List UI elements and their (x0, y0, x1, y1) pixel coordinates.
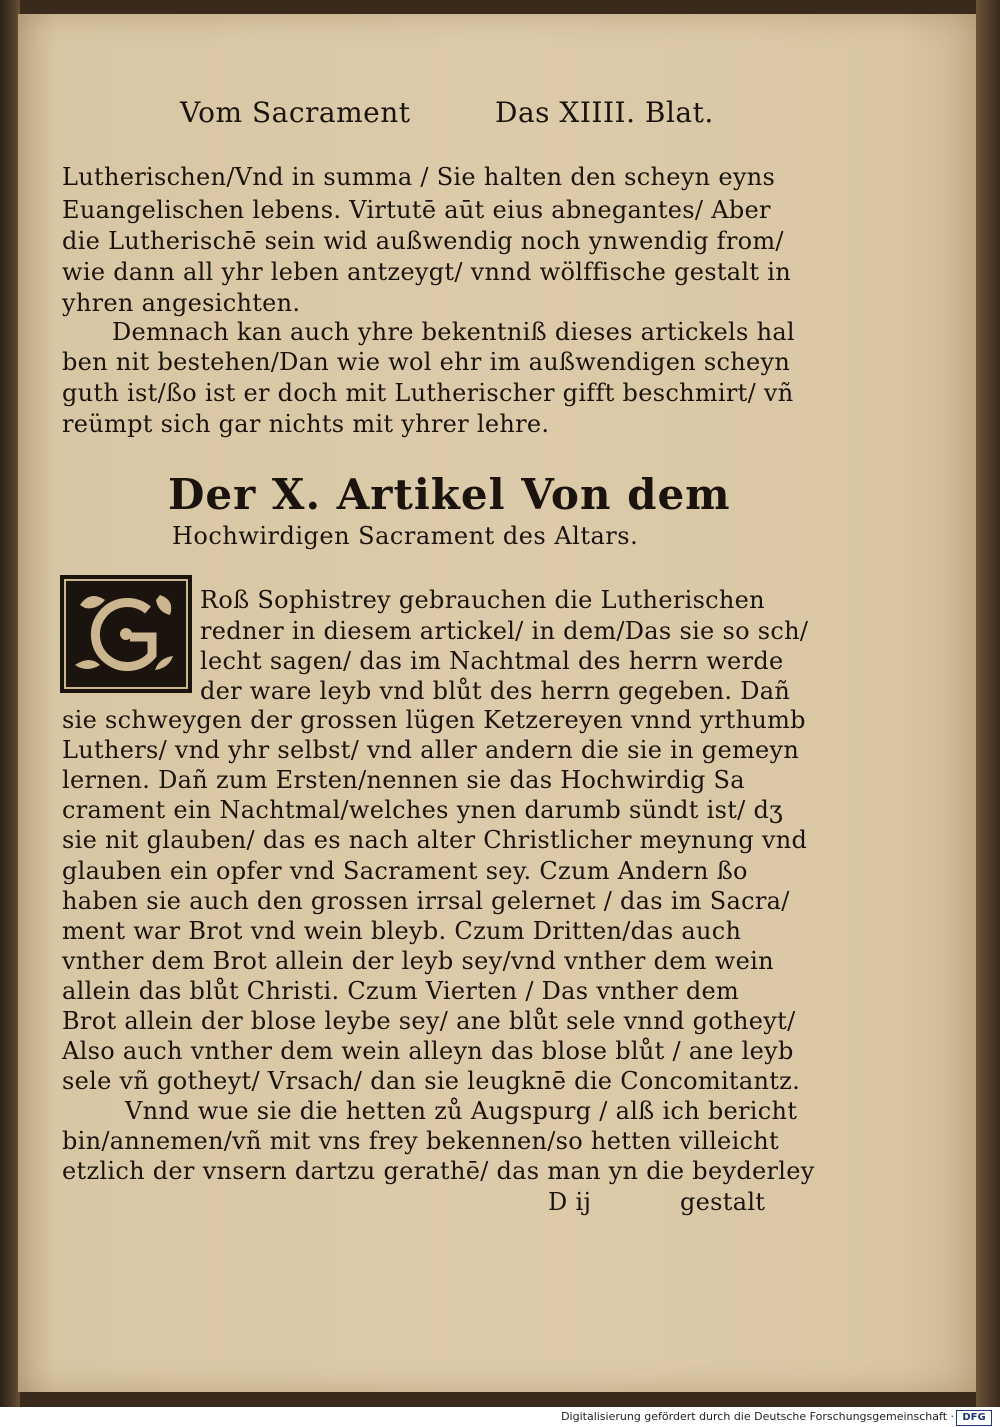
book-spine (0, 0, 20, 1407)
text-line: haben sie auch den grossen irrsal gelernet / das im Sacra/ (62, 887, 790, 915)
text-line: lecht sagen/ das im Nachtmal des herrn werde (200, 647, 784, 675)
text-line: die Lutherischē sein wid außwendig noch ynwendig from/ (62, 227, 784, 255)
text-line: glauben ein opfer vnd Sacrament sey. Czum Andern ßo (62, 857, 748, 885)
text-line: Brot allein der blose leybe sey/ ane blůt sele vnnd gotheyt/ (62, 1007, 796, 1035)
text-line: Also auch vnther dem wein alleyn das blose blůt / ane leyb (62, 1037, 794, 1065)
text-line: Euangelischen lebens. Virtutē aūt eius abnegantes/ Aber (62, 196, 771, 224)
text-line: lernen. Dañ zum Ersten/nennen sie das Hochwirdig Sa (62, 766, 745, 794)
signature-mark: D ij (548, 1188, 592, 1216)
text-line: sie nit glauben/ das es nach alter Christlicher meynung vnd (62, 826, 808, 854)
text-line: bin/annemen/vñ mit vns frey bekennen/so hetten villeicht (62, 1127, 779, 1155)
text-line: sele vñ gotheyt/ Vrsach/ dan sie leugknē die Concomitantz. (62, 1067, 801, 1095)
text-line: vnther dem Brot allein der leyb sey/vnd vnther dem wein (62, 947, 774, 975)
decorated-initial-G-icon (60, 575, 192, 693)
text-line: sie schweygen der grossen lügen Ketzereyen vnnd yrthumb (62, 706, 806, 734)
section-title: Der X. Artikel Von dem (168, 470, 731, 519)
section-subtitle: Hochwirdigen Sacrament des Altars. (172, 522, 639, 550)
text-line: Roß Sophistrey gebrauchen die Lutherischen (200, 586, 765, 614)
text-line: der ware leyb vnd blůt des herrn gegeben. Dañ (200, 677, 791, 705)
running-header-right: Das XIIII. Blat. (495, 96, 714, 129)
text-line: reümpt sich gar nichts mit yhrer lehre. (62, 410, 550, 438)
text-line: Luthers/ vnd yhr selbst/ vnd aller andern die sie in gemeyn (62, 736, 800, 764)
running-header-left: Vom Sacrament (180, 96, 411, 129)
text-line: ben nit bestehen/Dan wie wol ehr im außwendigen scheyn (62, 348, 791, 376)
dfg-logo-icon: DFG (956, 1410, 992, 1426)
text-line: ment war Brot vnd wein bleyb. Czum Dritten/das auch (62, 917, 742, 945)
text-line: redner in diesem artickel/ in dem/Das sie so sch/ (200, 617, 809, 645)
page-edge (976, 0, 1000, 1407)
text-line: yhren angesichten. (62, 289, 301, 317)
catchword: gestalt (680, 1188, 766, 1216)
text-line: etzlich der vnsern dartzu gerathē/ das man yn die beyderley (62, 1157, 815, 1185)
text-line: wie dann all yhr leben antzeygt/ vnnd wölffische gestalt in (62, 258, 791, 286)
text-line: guth ist/ßo ist er doch mit Lutherischer gifft beschmirt/ vñ (62, 379, 794, 407)
text-line: allein das blůt Christi. Czum Vierten / Das vnther dem (62, 977, 740, 1005)
text-line: Lutherischen/Vnd in summa / Sie halten den scheyn eyns (62, 163, 776, 191)
text-line: Demnach kan auch yhre bekentniß dieses artickels hal (112, 318, 795, 346)
text-line: Vnnd wue sie die hetten zů Augspurg / alß ich bericht (125, 1097, 798, 1125)
funding-credit: Digitalisierung gefördert durch die Deutsche Forschungsgemeinschaft · (561, 1410, 954, 1423)
text-line: crament ein Nachtmal/welches ynen darumb sündt ist/ dʒ (62, 796, 784, 824)
